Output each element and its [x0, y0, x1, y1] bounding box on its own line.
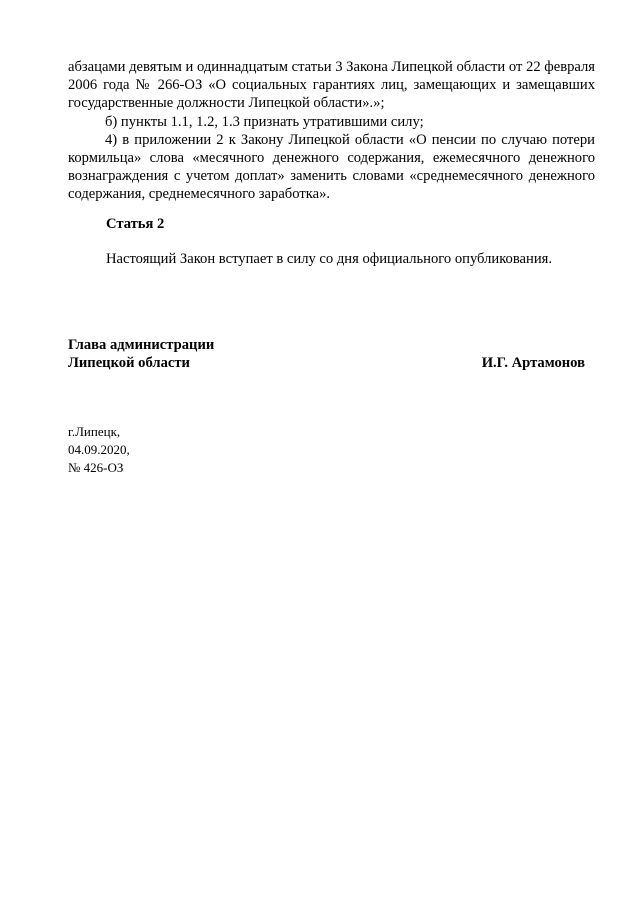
signer-title-line2: Липецкой области	[68, 355, 190, 372]
signature-block	[68, 336, 595, 372]
signer-title-line1: Глава администрации	[68, 337, 215, 353]
article-heading: Статья 2	[106, 216, 165, 232]
place-date-number	[68, 423, 130, 477]
signer-name: И.Г. Артамонов	[481, 355, 585, 372]
date: 04.09.2020,	[68, 442, 130, 457]
law-number: № 426-ОЗ	[68, 460, 124, 475]
place: г.Липецк,	[68, 424, 121, 439]
paragraph-continuation: абзацами девятым и одиннадцатым статьи 3 Закона Липецкой области от 22 февраля 2006 года № 266-ОЗ «О социальных гарантиях лиц, замещающих и замещавших государственные должности Липецкой области».»;	[68, 59, 595, 112]
article-text: Настоящий Закон вступает в силу со дня официального опубликования.	[106, 251, 553, 267]
document-body	[68, 58, 595, 204]
paragraph-item-4: 4) в приложении 2 к Закону Липецкой области «О пенсии по случаю потери кормильца» слова «месячного денежного содержания, ежемесячного денежного вознаграждения с учетом доплат» заменить словами «среднемесячного денежного содержания, среднемесячного заработка».	[68, 131, 595, 203]
paragraph-item-b: б) пункты 1.1, 1.2, 1.3 признать утратившими силу;	[105, 113, 424, 130]
